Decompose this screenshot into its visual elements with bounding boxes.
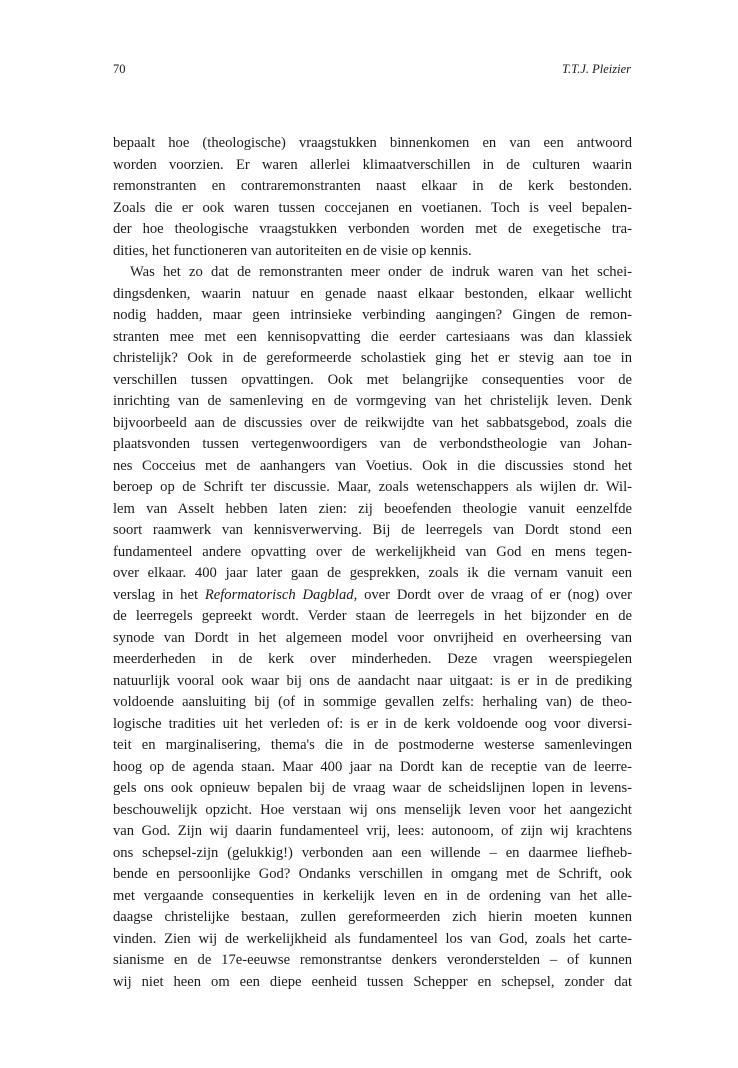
text-line: voldoende aansluiting bij (of in sommige gevallen zelfs: herhaling van) de theo- [113,694,632,710]
text-line: hoog op de agenda staan. Maar 400 jaar na Dordt kan de receptie van de leerre- [113,758,632,775]
running-head-author: T.T.J. Pleizier [562,62,631,76]
text-line: natuurlijk vooral ook waar bij ons de aandacht naar uitgaat: is er in de prediking [113,672,632,689]
text-line: remonstranten en contraremonstranten naast elkaar in de kerk bestonden. [113,178,632,194]
text-line: fundamenteel andere opvatting over de werkelijkheid van God en mens tegen- [113,543,632,560]
text-line-with-title [113,585,632,607]
text-line: verschillen tussen opvattingen. Ook met belangrijke consequenties voor de [113,371,632,388]
text-line: meerderheden in de kerk over minderheden. Deze vragen weerspiegelen [113,651,632,667]
paragraph-1 [113,133,632,262]
body-text [113,133,632,993]
page-number: 70 [113,62,126,76]
text-line: beroep op de Schrift ter discussie. Maar, zoals wetenschappers als wijlen dr. Wil- [113,479,632,495]
text-line: nodig hadden, maar geen intrinsieke verbinding aangingen? Gingen de remon- [113,307,632,323]
text-line: de leerregels gepreekt wordt. Verder staan de leerregels in het bijzonder en de [113,608,632,624]
text-line: vinden. Zien wij de werkelijkheid als fundamenteel los van God, zoals het carte- [113,930,632,947]
text-line: teit en marginalisering, thema's die in de postmoderne westerse samenlevingen [113,737,632,753]
text-line: met vergaande consequenties in kerkelijk leven en in de ordening van het alle- [113,887,632,904]
text-line: worden voorzien. Er waren allerlei klimaatverschillen in de culturen waarin [113,156,632,173]
text-line: nes Cocceius met de aanhangers van Voetius. Ook in die discussies stond het [113,457,632,474]
text-line: bepaalt hoe (theologische) vraagstukken binnenkomen en van een antwoord [113,135,632,151]
text-line: stranten mee met een kennisopvatting die eerder cartesiaans was dan klassiek [113,328,632,345]
text-segment: , over Dordt over de vraag of er (nog) over [353,586,632,603]
text-line: logische tradities uit het verleden of: is er in de kerk voldoende oog voor diversi- [113,715,632,732]
text-line: sianisme en de 17e-eeuwse remonstrantse denkers veronderstelden – of kunnen [113,952,632,968]
text-line: soort raamwerk van kennisverwerving. Bij de leerregels van Dordt stond een [113,522,632,538]
text-line: daagse christelijke bestaan, zullen gereformeerden zich hierin moeten kunnen [113,909,632,925]
running-head [113,62,631,77]
text-line: synode van Dordt in het algemeen model voor onvrijheid en overheersing van [113,629,632,646]
text-segment: verslag in het [113,586,205,603]
text-line: van God. Zijn wij daarin fundamenteel vrij, lees: autonoom, of zijn wij krachtens [113,823,632,839]
text-line: wij niet heen om een diepe eenheid tussen Schepper en schepsel, zonder dat [113,973,632,990]
text-line: gels ons ook opnieuw bepalen bij de vraag waar de scheidslijnen lopen in levens- [113,780,632,796]
text-line: der hoe theologische vraagstukken verbonden worden met de exegetische tra- [113,221,632,237]
text-line: ons schepsel-zijn (gelukkig!) verbonden aan een willende – en daarmee liefheb- [113,844,632,861]
text-line: inrichting van de samenleving en de vormgeving van het christelijk leven. Denk [113,393,632,409]
text-line: bende en persoonlijke God? Ondanks verschillen in omgang met de Schrift, ook [113,866,632,882]
text-line: plaatsvonden tussen vertegenwoordigers van de verbondstheologie van Johan- [113,436,632,452]
text-line: beschouwelijk opzicht. Hoe verstaan wij ons menselijk leven voor het aangezicht [113,801,632,818]
paragraph-2 [113,262,632,993]
text-line: bijvoorbeeld aan de discussies over de reikwijdte van het sabbatsgebod, zoals die [113,414,632,431]
text-line: lem van Asselt hebben laten zien: zij beoefenden theologie vanuit eenzelfde [113,500,632,517]
text-line: over elkaar. 400 jaar later gaan de gesprekken, zoals ik die vernam vanuit een [113,565,632,581]
text-line: Was het zo dat de remonstranten meer onder de indruk waren van het schei- [130,264,632,280]
text-line: christelijk? Ook in de gereformeerde scholastiek ging het er stevig aan toe in [113,350,632,366]
text-line: dingsdenken, waarin natuur en genade naast elkaar bestonden, elkaar wellicht [113,285,632,302]
text-line: Zoals die er ook waren tussen coccejanen en voetianen. Toch is veel bepalen- [113,199,632,216]
text-line: dities, het functioneren van autoriteiten en de visie op kennis. [113,242,472,259]
newspaper-title: Reformatorisch Dagblad [204,586,354,603]
